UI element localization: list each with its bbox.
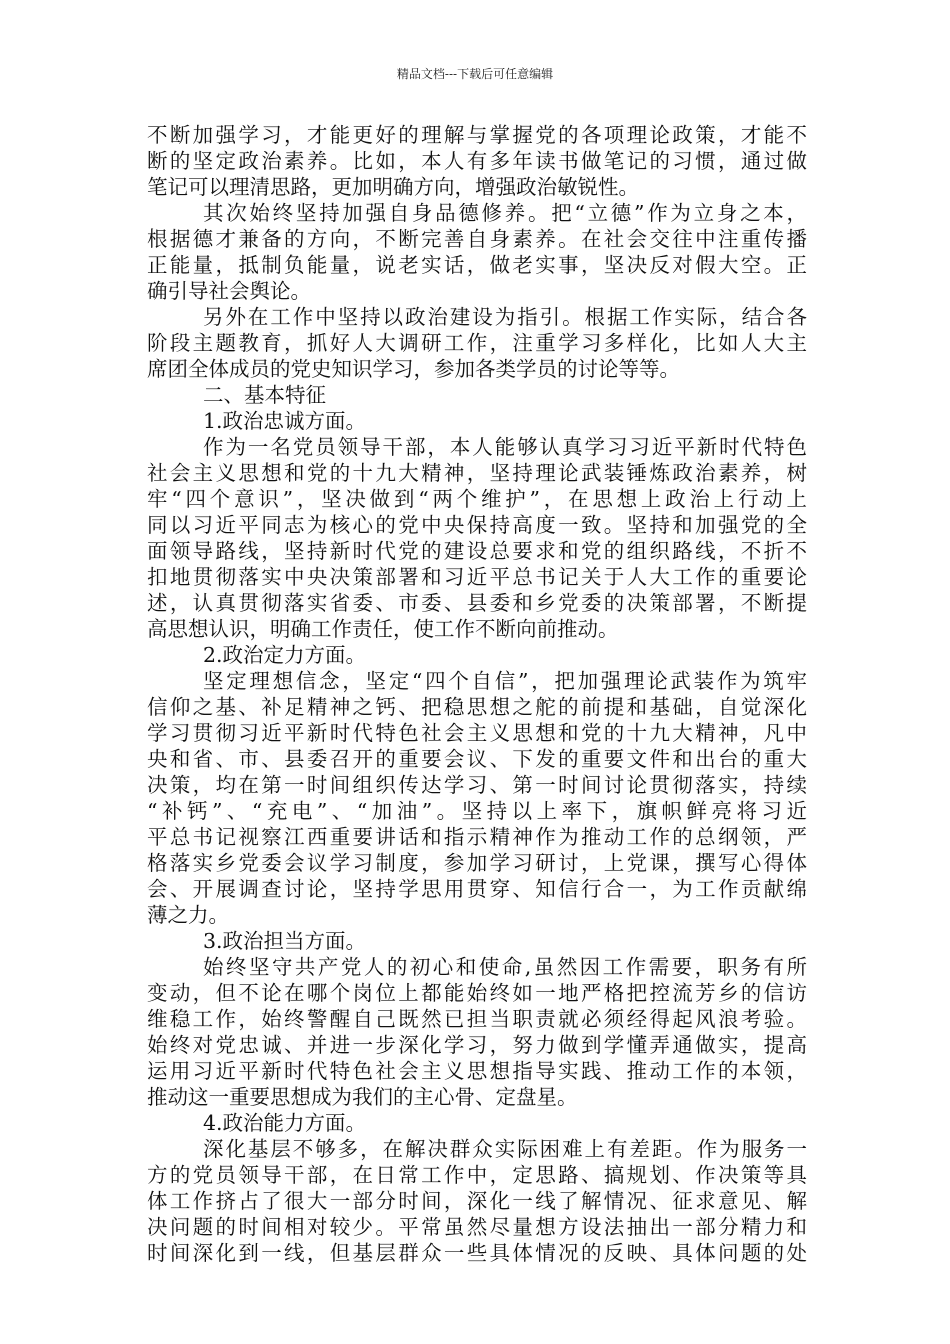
text-line: 变动，但不论在哪个岗位上都能始终如一地严格把控流芳乡的信访	[147, 981, 807, 1005]
text-line: 坚定理想信念，坚定“四个自信”，把加强理论武装作为筑牢	[203, 669, 807, 693]
text-line: 学习贯彻习近平新时代特色社会主义思想和党的十九大精神，凡中	[147, 721, 807, 745]
text-line: 面领导路线，坚持新时代党的建设总要求和党的组织路线，不折不	[147, 539, 807, 563]
text-line: 时间深化到一线，但基层群众一些具体情况的反映、具体问题的处	[147, 1241, 807, 1265]
text-line: 高思想认识，明确工作责任，使工作不断向前推动。	[147, 617, 619, 641]
text-line: 不断加强学习，才能更好的理解与掌握党的各项理论政策，才能不	[147, 123, 807, 147]
subsection-heading: 4.政治能力方面。	[203, 1111, 367, 1135]
text-line: 格落实乡党委会议学习制度，参加学习研讨，上党课，撰写心得体	[147, 851, 807, 875]
text-line: 根据德才兼备的方向，不断完善自身素养。在社会交往中注重传播	[147, 227, 807, 251]
text-line: 始终坚守共产党人的初心和使命,虽然因工作需要，职务有所	[203, 955, 807, 979]
text-line: 深化基层不够多，在解决群众实际困难上有差距。作为服务一	[203, 1137, 807, 1161]
text-line: 始终对党忠诚、并进一步深化学习，努力做到学懂弄通做实，提高	[147, 1033, 807, 1057]
text-line: 决问题的时间相对较少。平常虽然尽量想方设法抽出一部分精力和	[147, 1215, 807, 1239]
text-line: 阶段主题教育，抓好人大调研工作，注重学习多样化，比如人大主	[147, 331, 807, 355]
text-line: “补钙”、“充电”、“加油”。坚持以上率下，旗帜鲜亮将习近	[147, 799, 807, 823]
text-line: 薄之力。	[147, 903, 229, 927]
text-line: 笔记可以理清思路，更加明确方向，增强政治敏锐性。	[147, 175, 639, 199]
text-line: 体工作挤占了很大一部分时间，深化一线了解情况、征求意见、解	[147, 1189, 807, 1213]
subsection-heading: 2.政治定力方面。	[203, 643, 367, 667]
text-line: 信仰之基、补足精神之钙、把稳思想之舵的前提和基础，自觉深化	[147, 695, 807, 719]
text-line: 述，认真贯彻落实省委、市委、县委和乡党委的决策部署，不断提	[147, 591, 807, 615]
text-line: 社会主义思想和党的十九大精神，坚持理论武装锤炼政治素养，树	[147, 461, 807, 485]
text-line: 推动这一重要思想成为我们的主心骨、定盘星。	[147, 1085, 578, 1109]
text-line: 同以习近平同志为核心的党中央保持高度一致。坚持和加强党的全	[147, 513, 807, 537]
text-line: 确引导社会舆论。	[147, 279, 311, 303]
text-line: 席团全体成员的党史知识学习，参加各类学员的讨论等等。	[147, 357, 680, 381]
page-header: 精品文档---下载后可任意编辑	[396, 67, 554, 81]
document-body	[147, 122, 807, 1266]
section-heading: 二、基本特征	[203, 383, 326, 407]
text-line: 作为一名党员领导干部，本人能够认真学习习近平新时代特色	[203, 435, 807, 459]
text-line: 运用习近平新时代特色社会主义思想指导实践、推动工作的本领，	[147, 1059, 807, 1083]
text-line: 会、开展调查讨论，坚持学思用贯穿、知信行合一，为工作贡献绵	[147, 877, 807, 901]
text-line: 方的党员领导干部，在日常工作中，定思路、搞规划、作决策等具	[147, 1163, 807, 1187]
subsection-heading: 3.政治担当方面。	[203, 929, 367, 953]
text-line: 央和省、市、县委召开的重要会议、下发的重要文件和出台的重大	[147, 747, 807, 771]
text-line: 正能量，抵制负能量，说老实话，做老实事，坚决反对假大空。正	[147, 253, 807, 277]
text-line: 断的坚定政治素养。比如，本人有多年读书做笔记的习惯，通过做	[147, 149, 807, 173]
text-line: 牢“四个意识”，坚决做到“两个维护”，在思想上政治上行动上	[147, 487, 807, 511]
text-line: 决策，均在第一时间组织传达学习、第一时间讨论贯彻落实，持续	[147, 773, 807, 797]
text-line: 其次始终坚持加强自身品德修养。把“立德”作为立身之本，	[203, 201, 807, 225]
subsection-heading: 1.政治忠诚方面。	[203, 409, 367, 433]
text-line: 另外在工作中坚持以政治建设为指引。根据工作实际，结合各	[203, 305, 807, 329]
text-line: 扣地贯彻落实中央决策部署和习近平总书记关于人大工作的重要论	[147, 565, 807, 589]
text-line: 平总书记视察江西重要讲话和指示精神作为推动工作的总纲领，严	[147, 825, 807, 849]
text-line: 维稳工作，始终警醒自己既然已担当职责就必须经得起风浪考验。	[147, 1007, 807, 1031]
